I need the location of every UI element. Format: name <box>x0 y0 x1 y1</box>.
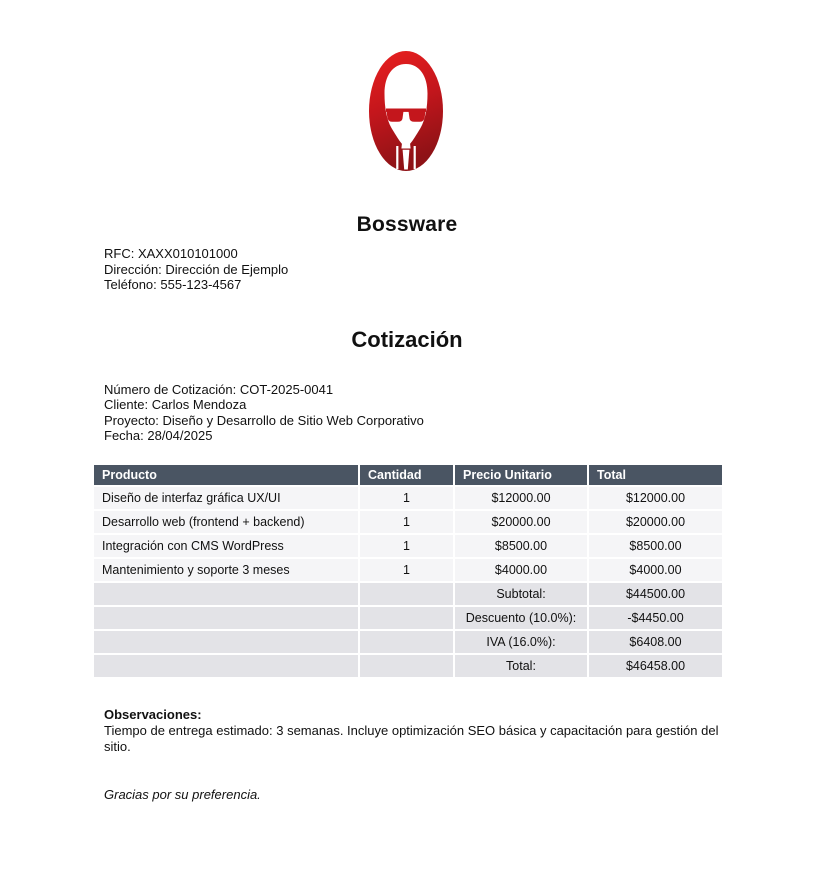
col-header-total: Total <box>588 464 723 486</box>
summary-value: $46458.00 <box>588 654 723 678</box>
cell-total: $4000.00 <box>588 558 723 582</box>
company-address: Dirección: Dirección de Ejemplo <box>104 261 289 277</box>
summary-row-total <box>93 654 723 678</box>
table-header-row <box>93 464 723 486</box>
cell-product: Integración con CMS WordPress <box>93 534 359 558</box>
table-row <box>93 534 723 558</box>
quote-date: Fecha: 28/04/2025 <box>104 428 213 444</box>
cell-unit-price: $4000.00 <box>454 558 588 582</box>
notes-body: Tiempo de entrega estimado: 3 semanas. Incluye optimización SEO básica y capacitación para gestión del sitio. <box>104 723 719 754</box>
summary-value: $44500.00 <box>588 582 723 606</box>
cell-unit-price: $20000.00 <box>454 510 588 534</box>
boss-face-icon <box>369 51 443 171</box>
quote-project: Proyecto: Diseño y Desarrollo de Sitio Web Corporativo <box>104 412 424 428</box>
document-title: Cotización <box>351 327 463 352</box>
empty-cell <box>359 654 454 678</box>
table-row <box>93 486 723 510</box>
col-header-producto: Producto <box>93 464 359 486</box>
empty-cell <box>359 630 454 654</box>
summary-row-descuento <box>93 606 723 630</box>
company-name: Bossware <box>356 213 458 236</box>
cell-qty: 1 <box>359 534 454 558</box>
company-info-block <box>104 246 288 293</box>
quote-client: Cliente: Carlos Mendoza <box>104 397 247 413</box>
cell-total: $20000.00 <box>588 510 723 534</box>
col-header-precio-unitario: Precio Unitario <box>454 464 588 486</box>
empty-cell <box>93 630 359 654</box>
summary-label: IVA (16.0%): <box>454 630 588 654</box>
empty-cell <box>359 582 454 606</box>
summary-value: $6408.00 <box>588 630 723 654</box>
summary-value: -$4450.00 <box>588 606 723 630</box>
empty-cell <box>93 606 359 630</box>
table-row <box>93 558 723 582</box>
cell-product: Mantenimiento y soporte 3 meses <box>93 558 359 582</box>
cell-product: Desarrollo web (frontend + backend) <box>93 510 359 534</box>
cell-qty: 1 <box>359 510 454 534</box>
notes-title: Observaciones: <box>104 707 202 722</box>
quote-info-block <box>104 382 424 444</box>
quote-number: Número de Cotización: COT-2025-0041 <box>104 382 334 397</box>
cell-total: $12000.00 <box>588 486 723 510</box>
summary-label: Descuento (10.0%): <box>454 606 588 630</box>
cell-qty: 1 <box>359 558 454 582</box>
footer-message: Gracias por su preferencia. <box>104 787 261 802</box>
summary-label: Subtotal: <box>454 582 588 606</box>
cell-unit-price: $8500.00 <box>454 534 588 558</box>
empty-cell <box>93 654 359 678</box>
table-row <box>93 510 723 534</box>
company-phone: Teléfono: 555-123-4567 <box>104 277 242 292</box>
cell-total: $8500.00 <box>588 534 723 558</box>
summary-label: Total: <box>454 654 588 678</box>
empty-cell <box>359 606 454 630</box>
col-header-cantidad: Cantidad <box>359 464 454 486</box>
bossware-logo <box>368 50 444 172</box>
quotation-table <box>92 463 724 679</box>
notes-block <box>104 707 722 755</box>
summary-row-subtotal <box>93 582 723 606</box>
cell-unit-price: $12000.00 <box>454 486 588 510</box>
summary-row-iva <box>93 630 723 654</box>
empty-cell <box>93 582 359 606</box>
cell-qty: 1 <box>359 486 454 510</box>
cell-product: Diseño de interfaz gráfica UX/UI <box>93 486 359 510</box>
company-rfc: RFC: XAXX010101000 <box>104 246 238 261</box>
